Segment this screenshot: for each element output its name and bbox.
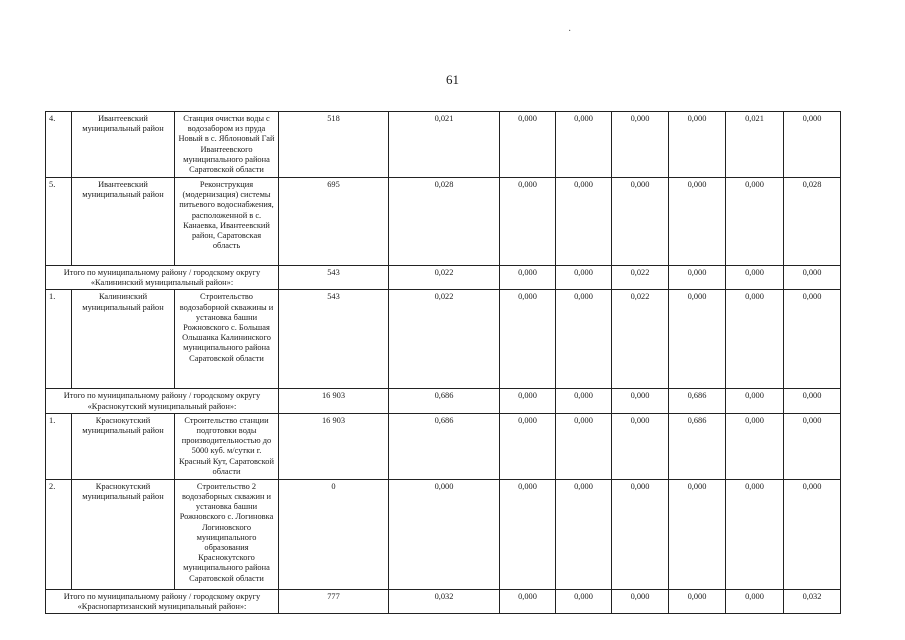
table-row [46,290,841,389]
row-index: 4. [46,112,72,178]
scan-speck: · [568,26,572,37]
value-cell: 0,022 [612,290,669,389]
value-cell: 0,000 [726,266,784,290]
object-cell: Станция очистки воды с водозабором из пруда Новый в с. Яблоновый Гай Ивантеевского муниципального района Саратовской области [175,112,279,178]
value-cell: 0,021 [726,112,784,178]
district-cell: Ивантеевский муниципальный район [72,112,175,178]
row-index: 1. [46,290,72,389]
table-body [46,112,841,614]
water-supply-table [45,111,841,614]
value-cell: 0,032 [784,589,841,613]
value-cell: 777 [279,589,389,613]
object-cell: Строительство водозаборной скважины и установка башни Рожновского с. Большая Ольшанка Калининского муниципального района Саратовской области [175,290,279,389]
value-cell: 0,000 [556,290,612,389]
value-cell: 16 903 [279,413,389,479]
value-cell: 0,000 [556,266,612,290]
value-cell: 0,000 [612,413,669,479]
value-cell: 0,000 [556,112,612,178]
value-cell: 0,000 [612,479,669,589]
object-cell: Строительство 2 водозаборных скважин и установка башни Рожновского с. Логиновка Логиновского муниципального образования Краснокутского муниципального района Саратовской области [175,479,279,589]
value-cell: 0,000 [612,389,669,413]
value-cell: 0,000 [669,479,726,589]
district-cell: Калининский муниципальный район [72,290,175,389]
value-cell: 0,022 [389,290,500,389]
value-cell: 0,000 [556,413,612,479]
value-cell: 0,000 [726,589,784,613]
value-cell: 0,000 [500,479,556,589]
district-cell: Краснокутский муниципальный район [72,413,175,479]
value-cell: 0,000 [726,479,784,589]
value-cell: 0,686 [389,413,500,479]
table-row [46,112,841,178]
value-cell: 0,000 [784,290,841,389]
value-cell: 0,000 [500,589,556,613]
value-cell: 0,000 [726,389,784,413]
value-cell: 0,000 [500,290,556,389]
value-cell: 0,000 [669,178,726,266]
object-cell: Реконструкция (модернизация) системы питьевого водоснабжения, расположенной в с. Канаевка, Ивантеевский район, Саратовская область [175,178,279,266]
value-cell: 0,000 [669,112,726,178]
value-cell: 0,022 [612,266,669,290]
value-cell: 0,000 [784,389,841,413]
district-cell: Ивантеевский муниципальный район [72,178,175,266]
table-row [46,413,841,479]
value-cell: 0,000 [500,178,556,266]
value-cell: 0,686 [389,389,500,413]
table-row [46,479,841,589]
value-cell: 0,000 [726,290,784,389]
value-cell: 0,000 [500,266,556,290]
total-row [46,589,841,613]
page-number: 61 [446,72,459,87]
value-cell: 0,000 [784,266,841,290]
value-cell: 0,000 [669,290,726,389]
value-cell: 0,000 [612,589,669,613]
value-cell: 0,686 [669,413,726,479]
value-cell: 518 [279,112,389,178]
value-cell: 0,000 [556,178,612,266]
table-row [46,178,841,266]
row-index: 2. [46,479,72,589]
district-cell: Краснокутский муниципальный район [72,479,175,589]
value-cell: 543 [279,266,389,290]
value-cell: 0,032 [389,589,500,613]
value-cell: 0,000 [726,413,784,479]
value-cell: 695 [279,178,389,266]
value-cell: 0,000 [556,589,612,613]
value-cell: 0,000 [389,479,500,589]
value-cell: 0,000 [784,112,841,178]
value-cell: 0,000 [500,389,556,413]
value-cell: 0,000 [612,112,669,178]
value-cell: 0,000 [556,389,612,413]
value-cell: 0,000 [726,178,784,266]
value-cell: 0 [279,479,389,589]
value-cell: 16 903 [279,389,389,413]
value-cell: 0,000 [669,266,726,290]
total-label: Итого по муниципальному району / городскому округу «Краснопартизанский муниципальный район»: [46,589,279,613]
row-index: 5. [46,178,72,266]
row-index: 1. [46,413,72,479]
total-row [46,389,841,413]
value-cell: 0,000 [556,479,612,589]
value-cell: 0,000 [784,479,841,589]
value-cell: 0,028 [784,178,841,266]
value-cell: 0,000 [500,112,556,178]
total-row [46,266,841,290]
value-cell: 0,022 [389,266,500,290]
value-cell: 0,000 [500,413,556,479]
value-cell: 0,021 [389,112,500,178]
value-cell: 543 [279,290,389,389]
value-cell: 0,000 [612,178,669,266]
value-cell: 0,000 [669,589,726,613]
value-cell: 0,028 [389,178,500,266]
value-cell: 0,000 [784,413,841,479]
object-cell: Строительство станции подготовки воды производительностью до 5000 куб. м/сутки г. Красный Кут, Саратовской области [175,413,279,479]
total-label: Итого по муниципальному району / городскому округу «Калининский муниципальный район»: [46,266,279,290]
value-cell: 0,686 [669,389,726,413]
total-label: Итого по муниципальному району / городскому округу «Краснокутский муниципальный район»: [46,389,279,413]
